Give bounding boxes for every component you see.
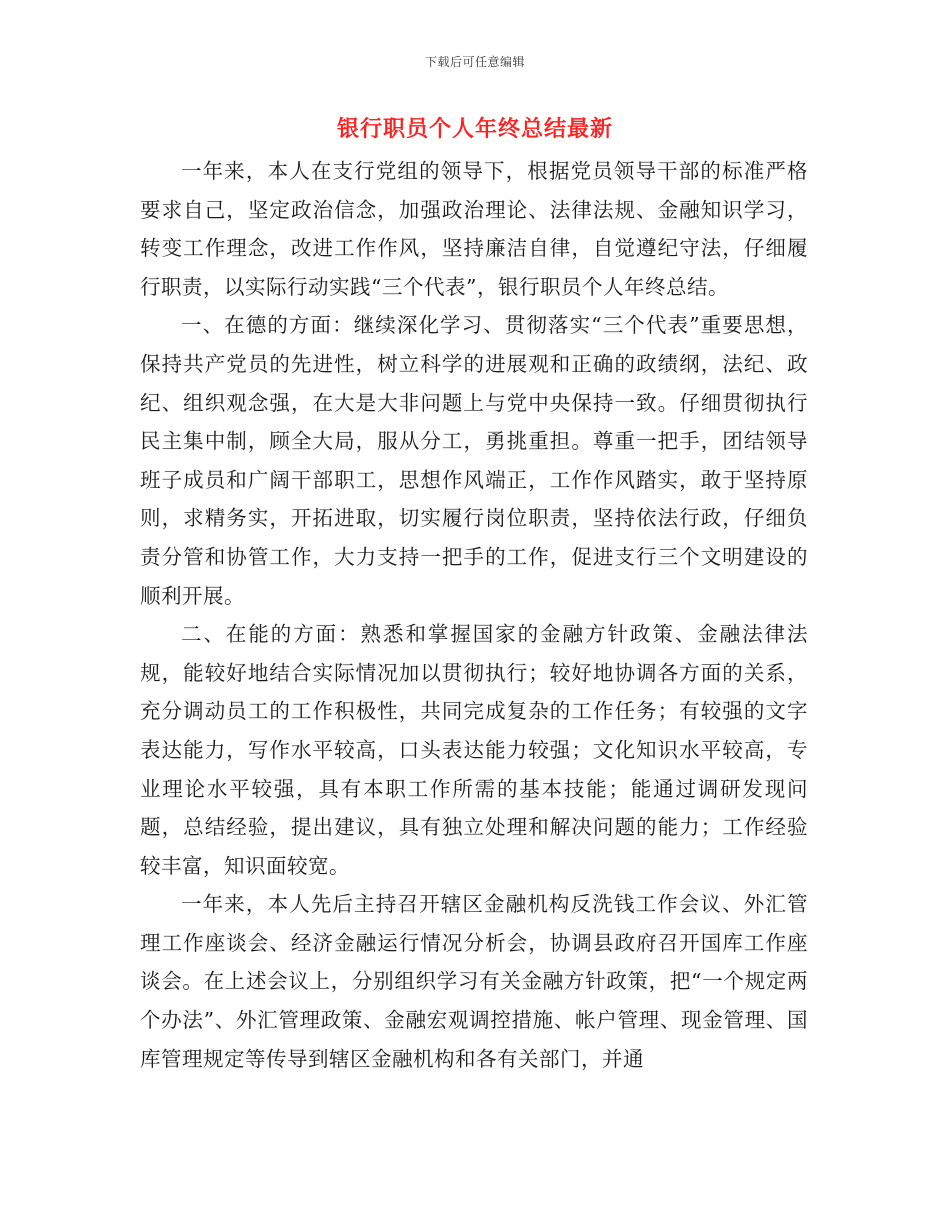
document-body xyxy=(140,152,808,1078)
paragraph-ability: 二、在能的方面：熟悉和掌握国家的金融方针政策、金融法律法规，能较好地结合实际情况加以贯彻执行；较好地协调各方面的关系，充分调动员工的工作积极性，共同完成复杂的工作任务；有较强的文字表达能力，写作水平较高，口头表达能力较强；文化知识水平较高，专业理论水平较强，具有本职工作所需的基本技能；能通过调研发现问题，总结经验，提出建议，具有独立处理和解决问题的能力；工作经验较丰富，知识面较宽。 xyxy=(140,622,808,878)
paragraph-intro: 一年来，本人在支行党组的领导下，根据党员领导干部的标准严格要求自己，坚定政治信念，加强政治理论、法律法规、金融知识学习，转变工作理念，改进工作作风，坚持廉洁自律，自觉遵纪守法，仔细履行职责，以实际行动实践“三个代表”，银行职员个人年终总结。 xyxy=(140,159,808,299)
paragraph-morality: 一、在德的方面：继续深化学习、贯彻落实“三个代表”重要思想，保持共产党员的先进性，树立科学的进展观和正确的政绩纲，法纪、政纪、组织观念强，在大是大非问题上与党中央保持一致。仔细贯彻执行民主集中制，顾全大局，服从分工，勇挑重担。尊重一把手，团结领导班子成员和广阔干部职工，思想作风端正，工作作风踏实，敢于坚持原则，求精务实，开拓进取，切实履行岗位职责，坚持依法行政，仔细负责分管和协管工作，大力支持一把手的工作，促进支行三个文明建设的顺利开展。 xyxy=(140,313,808,608)
document-title: 银行职员个人年终总结最新 xyxy=(336,116,613,142)
paragraph-meetings: 一年来，本人先后主持召开辖区金融机构反洗钱工作会议、外汇管理工作座谈会、经济金融运行情况分析会，协调县政府召开国库工作座谈会。在上述会议上，分别组织学习有关金融方针政策，把“一个规定两个办法”、外汇管理政策、金融宏观调控措施、帐户管理、现金管理、国库管理规定等传导到辖区金融机构和各有关部门，并通 xyxy=(140,892,808,1071)
header-note: 下载后可任意编辑 xyxy=(424,55,525,69)
